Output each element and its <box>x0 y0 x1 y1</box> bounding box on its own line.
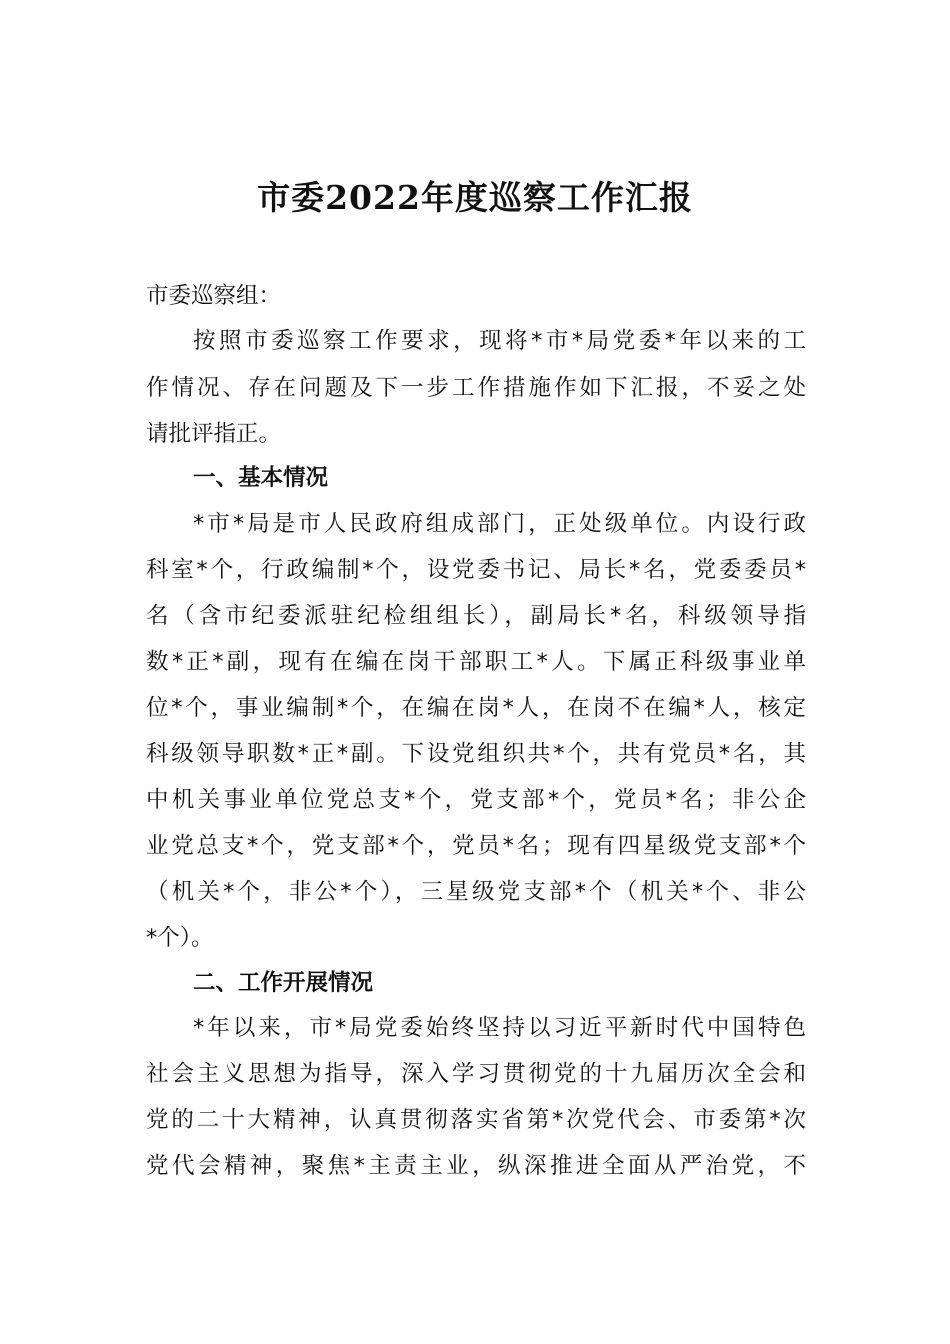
paragraph-line: *个）。 <box>146 925 214 951</box>
paragraph-line: 社会主义思想为指导，深入学习贯彻党的十九届历次全会和 <box>146 1061 806 1087</box>
intro-line: 作情况、存在问题及下一步工作措施作如下汇报，不妥之处 <box>146 375 806 401</box>
document-title: 市委2022年度巡察工作汇报 <box>257 178 693 217</box>
paragraph-line: *年以来，市*局党委始终坚持以习近平新时代中国特色 <box>193 1015 806 1041</box>
intro-line: 请批评指正。 <box>146 421 282 447</box>
paragraph-line: 科室*个，行政编制*个，设党委书记、局长*名，党委委员* <box>146 557 806 583</box>
paragraph-line: 科级领导职数*正*副。下设党组织共*个，共有党员*名，其 <box>146 741 806 767</box>
paragraph-line: （机关*个，非公*个），三星级党支部*个（机关*个、非公 <box>146 879 806 905</box>
paragraph-line: 党的二十大精神，认真贯彻落实省第*次党代会、市委第*次 <box>146 1107 806 1133</box>
paragraph-line: 数*正*副，现有在编在岗干部职工*人。下属正科级事业单 <box>146 649 806 675</box>
intro-line: 按照市委巡察工作要求，现将*市*局党委*年以来的工 <box>193 328 806 354</box>
paragraph-line: 中机关事业单位党总支*个，党支部*个，党员*名；非公企 <box>146 787 806 813</box>
paragraph-line: 业党总支*个，党支部*个，党员*名；现有四星级党支部*个 <box>146 833 806 859</box>
paragraph-line: 名（含市纪委派驻纪检组组长），副局长*名，科级领导指 <box>146 603 806 629</box>
paragraph-line: 位*个，事业编制*个，在编在岗*人，在岗不在编*人，核定 <box>146 695 806 721</box>
paragraph-line: 党代会精神，聚焦*主责主业，纵深推进全面从严治党，不 <box>146 1153 806 1179</box>
paragraph-line: *市*局是市人民政府组成部门，正处级单位。内设行政 <box>193 511 806 537</box>
section-heading-work: 二、工作开展情况 <box>193 970 374 996</box>
salutation: 市委巡察组： <box>146 283 282 309</box>
section-heading-basic: 一、基本情况 <box>193 465 329 491</box>
